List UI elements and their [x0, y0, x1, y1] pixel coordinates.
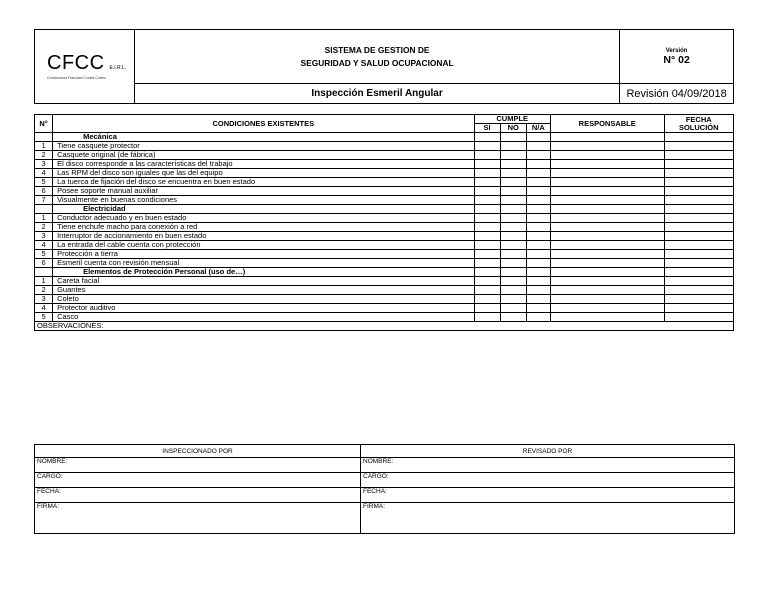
- item-condition: Tiene casquete protector: [53, 142, 474, 151]
- responsible-field[interactable]: [550, 223, 664, 232]
- section-responsible-cell: [550, 133, 664, 142]
- section-row: [35, 133, 734, 142]
- item-number: 5: [35, 250, 53, 259]
- item-number: 1: [35, 214, 53, 223]
- checklist-row: [35, 313, 734, 322]
- item-condition: Casquete original (de fábrica): [53, 151, 474, 160]
- na-checkbox[interactable]: [526, 313, 550, 322]
- item-condition: Esmeril cuenta con revisión mensual: [53, 259, 474, 268]
- observations-label: OBSERVACIONES:: [37, 321, 104, 330]
- responsible-field[interactable]: [550, 313, 664, 322]
- item-condition: Posee soporte manual auxiliar: [53, 187, 474, 196]
- responsible-field[interactable]: [550, 250, 664, 259]
- si-checkbox[interactable]: [474, 232, 500, 241]
- signature-table: [34, 444, 735, 534]
- reviewer-signature-field[interactable]: [361, 503, 735, 534]
- na-checkbox[interactable]: [526, 277, 550, 286]
- checklist-row: [35, 151, 734, 160]
- company-logo: [35, 53, 134, 80]
- si-checkbox[interactable]: [474, 169, 500, 178]
- inspector-position-label: CARGO:: [37, 473, 63, 480]
- item-number: 2: [35, 223, 53, 232]
- item-number: 5: [35, 313, 53, 322]
- item-condition: Tiene enchufe macho para conexión a red: [53, 223, 474, 232]
- item-number: 3: [35, 160, 53, 169]
- checklist-row: [35, 304, 734, 313]
- no-checkbox[interactable]: [500, 250, 526, 259]
- responsible-field[interactable]: [550, 286, 664, 295]
- na-checkbox[interactable]: [526, 295, 550, 304]
- responsible-field[interactable]: [550, 214, 664, 223]
- checklist-row: [35, 160, 734, 169]
- responsible-field[interactable]: [550, 295, 664, 304]
- responsible-field[interactable]: [550, 241, 664, 250]
- reviewer-date-label: FECHA:: [363, 488, 387, 495]
- solution-date-field[interactable]: [664, 313, 733, 322]
- item-condition: El disco corresponde a las características del trabajo: [53, 160, 474, 169]
- na-checkbox[interactable]: [526, 250, 550, 259]
- si-checkbox[interactable]: [474, 214, 500, 223]
- si-checkbox[interactable]: [474, 313, 500, 322]
- section-solution-date-cell: [664, 268, 733, 277]
- si-checkbox[interactable]: [474, 286, 500, 295]
- section-no-cell: [500, 268, 526, 277]
- reviewer-name-label: NOMBRE:: [363, 458, 394, 465]
- no-checkbox[interactable]: [500, 259, 526, 268]
- no-checkbox[interactable]: [500, 169, 526, 178]
- inspector-signature-field[interactable]: [35, 503, 361, 534]
- inspector-date-label: FECHA:: [37, 488, 61, 495]
- section-si-cell: [474, 205, 500, 214]
- solution-date-field[interactable]: [664, 304, 733, 313]
- section-na-cell: [526, 268, 550, 277]
- item-number: 7: [35, 196, 53, 205]
- system-title-cell: [134, 30, 619, 84]
- logo-eirl: E.I.R.L.: [109, 65, 127, 71]
- item-number: 3: [35, 232, 53, 241]
- si-checkbox[interactable]: [474, 223, 500, 232]
- responsible-field[interactable]: [550, 169, 664, 178]
- responsible-field[interactable]: [550, 196, 664, 205]
- logo-cell: [35, 30, 135, 104]
- na-checkbox[interactable]: [526, 142, 550, 151]
- revision-date: Revisión 04/09/2018: [620, 84, 734, 104]
- section-no-cell: [500, 205, 526, 214]
- responsible-field[interactable]: [550, 277, 664, 286]
- document-title: Inspección Esmeril Angular: [134, 84, 619, 104]
- item-number: 3: [35, 295, 53, 304]
- solution-date-field[interactable]: [664, 250, 733, 259]
- section-title: Elementos de Protección Personal (uso de…): [53, 268, 474, 277]
- si-checkbox[interactable]: [474, 295, 500, 304]
- form-header: [34, 29, 734, 104]
- solution-date-field[interactable]: [664, 241, 733, 250]
- checklist-row: [35, 214, 734, 223]
- solution-date-field[interactable]: [664, 142, 733, 151]
- section-si-cell: [474, 133, 500, 142]
- version-cell: [620, 30, 734, 84]
- no-checkbox[interactable]: [500, 286, 526, 295]
- no-checkbox[interactable]: [500, 214, 526, 223]
- inspector-name-label: NOMBRE:: [37, 458, 68, 465]
- si-checkbox[interactable]: [474, 250, 500, 259]
- na-checkbox[interactable]: [526, 178, 550, 187]
- responsible-field[interactable]: [550, 187, 664, 196]
- na-checkbox[interactable]: [526, 304, 550, 313]
- column-cumple: CUMPLE: [474, 115, 550, 124]
- reviewer-signature-label: FIRMA:: [363, 503, 386, 510]
- na-checkbox[interactable]: [526, 259, 550, 268]
- inspector-position-field[interactable]: [35, 473, 361, 488]
- column-solution-date: [664, 115, 733, 133]
- inspection-checklist: [34, 114, 734, 331]
- no-checkbox[interactable]: [500, 313, 526, 322]
- na-checkbox[interactable]: [526, 169, 550, 178]
- na-checkbox[interactable]: [526, 214, 550, 223]
- item-number: 4: [35, 241, 53, 250]
- checklist-row: [35, 241, 734, 250]
- version-number: N° 02: [663, 53, 690, 66]
- item-condition: Guantes: [53, 286, 474, 295]
- na-checkbox[interactable]: [526, 196, 550, 205]
- si-checkbox[interactable]: [474, 151, 500, 160]
- checklist-row: [35, 169, 734, 178]
- item-number: 2: [35, 286, 53, 295]
- item-number: 6: [35, 259, 53, 268]
- no-checkbox[interactable]: [500, 241, 526, 250]
- si-checkbox[interactable]: [474, 259, 500, 268]
- si-checkbox[interactable]: [474, 160, 500, 169]
- item-condition: La tuerca de fijación del disco se encuentra en buen estado: [53, 178, 474, 187]
- reviewer-date-field[interactable]: [361, 488, 735, 503]
- logo-text: CFCC: [47, 52, 105, 74]
- solution-date-field[interactable]: [664, 196, 733, 205]
- no-checkbox[interactable]: [500, 223, 526, 232]
- no-checkbox[interactable]: [500, 304, 526, 313]
- system-title-line-1: SISTEMA DE GESTION DE: [324, 44, 430, 55]
- item-condition: Casco: [53, 313, 474, 322]
- system-title-line-2: SEGURIDAD Y SALUD OCUPACIONAL: [300, 57, 454, 68]
- inspector-signature-label: FIRMA:: [37, 503, 60, 510]
- no-checkbox[interactable]: [500, 196, 526, 205]
- responsible-field[interactable]: [550, 142, 664, 151]
- no-checkbox[interactable]: [500, 277, 526, 286]
- solution-date-field[interactable]: [664, 295, 733, 304]
- solution-date-field[interactable]: [664, 232, 733, 241]
- si-checkbox[interactable]: [474, 196, 500, 205]
- na-checkbox[interactable]: [526, 223, 550, 232]
- section-title: Electricidad: [53, 205, 474, 214]
- section-responsible-cell: [550, 268, 664, 277]
- column-solution-date-line-2: SOLUCIÓN: [678, 122, 719, 132]
- column-number: N°: [35, 115, 53, 133]
- solution-date-field[interactable]: [664, 223, 733, 232]
- section-solution-date-cell: [664, 205, 733, 214]
- checklist-row: [35, 277, 734, 286]
- solution-date-field[interactable]: [664, 178, 733, 187]
- item-number: 5: [35, 178, 53, 187]
- item-condition: Conductor adecuado y en buen estado: [53, 214, 474, 223]
- na-checkbox[interactable]: [526, 187, 550, 196]
- solution-date-field[interactable]: [664, 151, 733, 160]
- si-checkbox[interactable]: [474, 241, 500, 250]
- section-row: [35, 268, 734, 277]
- logo-subtitle: Constructora Francisco Cortez Cortez: [47, 76, 106, 80]
- item-number: 1: [35, 277, 53, 286]
- item-number: 1: [35, 142, 53, 151]
- column-responsible: RESPONSABLE: [550, 115, 664, 133]
- reviewer-position-label: CARGO:: [363, 473, 389, 480]
- solution-date-field[interactable]: [664, 286, 733, 295]
- inspector-name-field[interactable]: [35, 458, 361, 473]
- si-checkbox[interactable]: [474, 304, 500, 313]
- item-condition: Interruptor de accionamiento en buen estado: [53, 232, 474, 241]
- column-na: N/A: [526, 124, 550, 133]
- item-number: 6: [35, 187, 53, 196]
- checklist-row: [35, 250, 734, 259]
- no-checkbox[interactable]: [500, 151, 526, 160]
- checklist-row: [35, 178, 734, 187]
- no-checkbox[interactable]: [500, 160, 526, 169]
- si-checkbox[interactable]: [474, 277, 500, 286]
- responsible-field[interactable]: [550, 232, 664, 241]
- item-condition: Visualmente en buenas condiciones: [53, 196, 474, 205]
- column-conditions: CONDICIONES EXISTENTES: [53, 115, 474, 133]
- no-checkbox[interactable]: [500, 295, 526, 304]
- checklist-row: [35, 286, 734, 295]
- responsible-field[interactable]: [550, 304, 664, 313]
- checklist-row: [35, 295, 734, 304]
- section-no-cell: [500, 133, 526, 142]
- section-title: Mecánica: [53, 133, 474, 142]
- no-checkbox[interactable]: [500, 232, 526, 241]
- section-row: [35, 205, 734, 214]
- inspected-by-header: INSPECCIONADO POR: [35, 445, 361, 458]
- si-checkbox[interactable]: [474, 187, 500, 196]
- item-number: 4: [35, 304, 53, 313]
- section-si-cell: [474, 268, 500, 277]
- column-si: SI: [474, 124, 500, 133]
- solution-date-field[interactable]: [664, 259, 733, 268]
- column-solution-date-line-1: FECHA: [685, 114, 712, 124]
- solution-date-field[interactable]: [664, 187, 733, 196]
- column-no: NO: [500, 124, 526, 133]
- no-checkbox[interactable]: [500, 142, 526, 151]
- no-checkbox[interactable]: [500, 178, 526, 187]
- item-condition: Protector auditivo: [53, 304, 474, 313]
- checklist-row: [35, 142, 734, 151]
- responsible-field[interactable]: [550, 160, 664, 169]
- na-checkbox[interactable]: [526, 241, 550, 250]
- item-condition: Las RPM del disco son iguales que las del equipo: [53, 169, 474, 178]
- reviewed-by-header: REVISADO POR: [361, 445, 735, 458]
- item-condition: Protección a tierra: [53, 250, 474, 259]
- section-na-cell: [526, 133, 550, 142]
- checklist-body: [35, 133, 734, 322]
- section-responsible-cell: [550, 205, 664, 214]
- inspector-date-field[interactable]: [35, 488, 361, 503]
- checklist-row: [35, 196, 734, 205]
- si-checkbox[interactable]: [474, 178, 500, 187]
- solution-date-field[interactable]: [664, 160, 733, 169]
- reviewer-position-field[interactable]: [361, 473, 735, 488]
- section-na-cell: [526, 205, 550, 214]
- observations-box[interactable]: [35, 322, 734, 331]
- si-checkbox[interactable]: [474, 142, 500, 151]
- section-solution-date-cell: [664, 133, 733, 142]
- item-number: 4: [35, 169, 53, 178]
- responsible-field[interactable]: [550, 151, 664, 160]
- checklist-row: [35, 223, 734, 232]
- solution-date-field[interactable]: [664, 214, 733, 223]
- item-condition: Careta facial: [53, 277, 474, 286]
- na-checkbox[interactable]: [526, 160, 550, 169]
- reviewer-name-field[interactable]: [361, 458, 735, 473]
- version-label: Versión: [665, 47, 688, 54]
- checklist-row: [35, 232, 734, 241]
- responsible-field[interactable]: [550, 259, 664, 268]
- na-checkbox[interactable]: [526, 286, 550, 295]
- solution-date-field[interactable]: [664, 169, 733, 178]
- na-checkbox[interactable]: [526, 232, 550, 241]
- checklist-row: [35, 187, 734, 196]
- item-condition: Coleto: [53, 295, 474, 304]
- solution-date-field[interactable]: [664, 277, 733, 286]
- item-condition: La entrada del cable cuenta con protección: [53, 241, 474, 250]
- responsible-field[interactable]: [550, 178, 664, 187]
- item-number: 2: [35, 151, 53, 160]
- no-checkbox[interactable]: [500, 187, 526, 196]
- na-checkbox[interactable]: [526, 151, 550, 160]
